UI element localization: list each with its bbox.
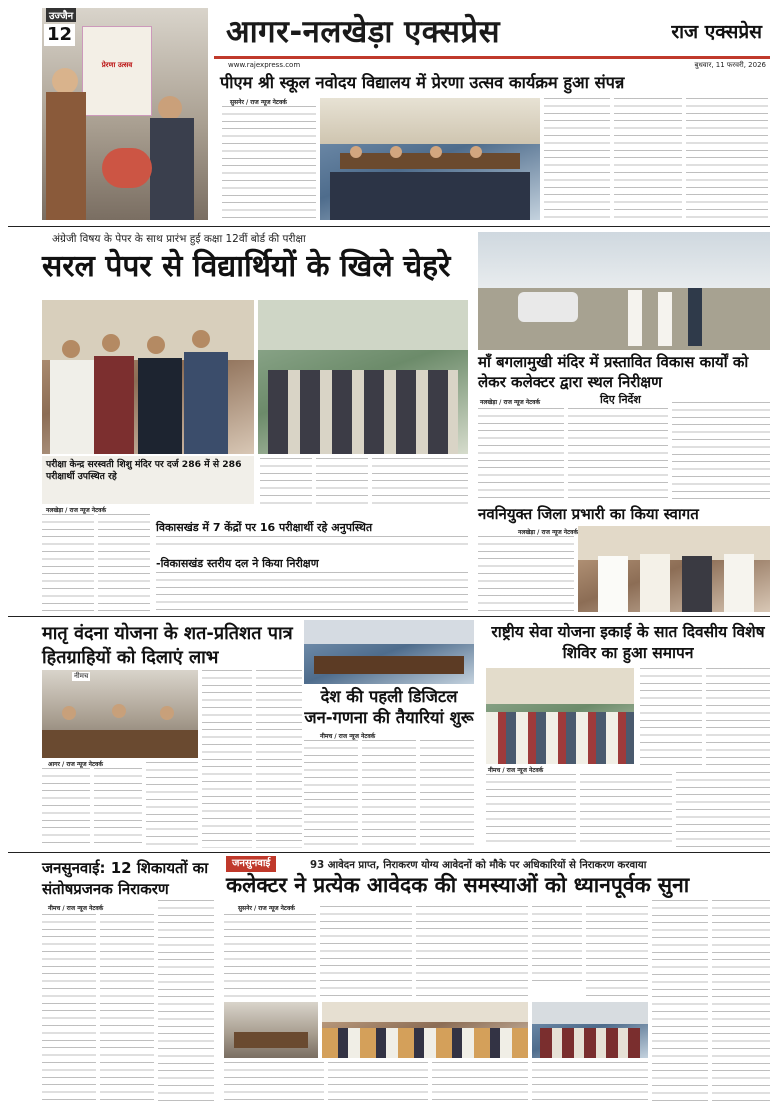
story4-welcome-photo — [578, 526, 770, 612]
story5-headline: मातृ वंदना योजना के शत-प्रतिशत पात्र हितग्राहियों को दिलाएं लाभ — [42, 623, 293, 668]
story8-text-col1 — [42, 914, 96, 1102]
story9-text-col1 — [224, 914, 316, 1000]
story3-sub: दिए निर्देश — [600, 393, 641, 406]
story7-text-col2 — [706, 668, 770, 768]
story2-students-photo-1 — [42, 300, 254, 454]
story9-headline: कलेक्टर ने प्रत्येक आवेदक की समस्याओं को ध्यानपूर्वक सुना — [226, 873, 690, 897]
story2-students-photo-2 — [258, 300, 468, 454]
story5-text-col2 — [94, 768, 142, 848]
story6-text-col3 — [420, 740, 474, 848]
story1-text-col2 — [544, 98, 610, 220]
story2-byline: नलखेड़ा / राज न्यूज नेटवर्क — [46, 507, 107, 514]
story8-headline: जनसुनवाई: 12 शिकायतों का संतोषप्रजनक निराकरण — [42, 859, 209, 898]
city-label: उज्जैन — [46, 8, 76, 22]
story9-text-col9 — [532, 1062, 648, 1102]
story2-text-col1 — [260, 458, 312, 510]
story3-byline: नलखेड़ा / राज न्यूज नेटवर्क — [480, 399, 541, 406]
story7-byline: नीमच / राज न्यूज नेटवर्क — [488, 767, 544, 774]
story8-text-col3 — [158, 900, 214, 1102]
story5-byline: आगर / राज न्यूज नेटवर्क — [48, 761, 103, 768]
story2-text-col2 — [316, 458, 368, 510]
story2-caption: परीक्षा केन्द्र सरस्वती शिशु मंदिर पर दर्ज 286 में से 286 परीक्षार्थी उपस्थित रहे — [46, 459, 242, 482]
story9-text-col6 — [432, 1062, 528, 1102]
story9-text-col4 — [224, 1062, 324, 1102]
story8-byline: नीमच / राज न्यूज नेटवर्क — [48, 905, 104, 912]
story2-box2-text — [156, 572, 468, 612]
story9-text-col3 — [416, 906, 528, 1000]
story3-text-col3 — [672, 402, 770, 504]
story9-tag: जनसुनवाई — [226, 856, 276, 872]
story1-headline: पीएम श्री स्कूल नवोदय विद्यालय में प्रेरणा उत्सव कार्यक्रम हुआ संपन्न — [220, 73, 625, 92]
story1-text-col1 — [222, 106, 316, 220]
story5-photo-tag: नीमच — [74, 672, 89, 680]
page-number: 12 — [44, 24, 75, 46]
story2-box1-title: विकासखंड में 7 केंद्रों पर 16 परीक्षार्थी रहे अनुपस्थित — [156, 521, 373, 534]
story4-headline: नवनियुक्त जिला प्रभारी का किया स्वागत — [478, 505, 699, 523]
story2-text-col5 — [98, 514, 150, 614]
story2-text-col4 — [42, 514, 94, 614]
story9-hall-photo-1 — [224, 1002, 318, 1058]
masthead-title: आगर-नलखेड़ा एक्सप्रेस — [226, 14, 501, 50]
story3-text-col1 — [478, 408, 564, 504]
story7-text-col5 — [676, 772, 770, 848]
story9-byline: सुसनेर / राज न्यूज नेटवर्क — [238, 905, 295, 912]
story5-text-col4 — [202, 670, 252, 848]
site-url: www.rajexpress.com — [228, 61, 301, 69]
issue-date: बुधवार, 11 फरवरी, 2026 — [694, 61, 766, 69]
banner-board — [82, 26, 152, 116]
divider — [8, 852, 770, 853]
brand-name: राज एक्सप्रेस — [671, 21, 762, 43]
story9-text-col7 — [532, 906, 582, 986]
story1-byline: सुसनेर / राज न्यूज नेटवर्क — [230, 99, 287, 106]
story4-text-col1 — [478, 536, 574, 612]
story6-text-col2 — [362, 740, 416, 848]
divider — [8, 226, 770, 227]
story7-text-col3 — [486, 774, 576, 848]
story9-hall-photo-3 — [532, 1002, 648, 1058]
story2-box2-title: -विकासखंड स्तरीय दल ने किया निरीक्षण — [156, 557, 319, 570]
story7-text-col4 — [580, 774, 672, 848]
story2-caption-box — [42, 456, 254, 504]
story9-text-col2 — [320, 906, 412, 1000]
banner-text: प्रेरणा उत्सव — [101, 61, 133, 69]
story5-text-col5 — [256, 670, 302, 848]
story1-classroom-photo — [320, 98, 540, 220]
story2-kicker: अंग्रेजी विषय के पेपर के साथ प्रारंभ हुई कक्षा 12वीं बोर्ड की परीक्षा — [52, 233, 306, 245]
story2-box1-text — [156, 536, 468, 550]
story9-text-col10 — [652, 900, 708, 1102]
story5-text-col1 — [42, 768, 90, 848]
story7-camp-photo — [486, 668, 634, 764]
story2-text-col3 — [372, 458, 468, 510]
divider — [8, 616, 770, 617]
story5-meeting-photo — [42, 670, 198, 758]
story6-headline: देश की पहली डिजिटल जन-गणना की तैयारियां शुरू — [304, 687, 474, 727]
story6-byline: नीमच / राज न्यूज नेटवर्क — [320, 733, 376, 740]
story6-text-col1 — [304, 740, 358, 848]
story9-kicker: 93 आवेदन प्राप्त, निराकरण योग्य आवेदनों को मौके पर अधिकारियों से निराकरण करवाया — [310, 860, 647, 871]
story9-text-col5 — [328, 1062, 428, 1102]
story9-text-col11 — [712, 900, 770, 1102]
story3-site-visit-photo — [478, 232, 770, 350]
story8-text-col2 — [100, 914, 154, 1102]
story3-text-col2 — [568, 408, 668, 504]
story4-byline: नलखेड़ा / राज न्यूज नेटवर्क — [518, 529, 579, 536]
story2-headline: सरल पेपर से विद्यार्थियों के खिले चेहरे — [42, 249, 451, 284]
story6-meeting-photo — [304, 620, 474, 684]
story1-text-col4 — [686, 98, 768, 220]
story7-headline: राष्ट्रीय सेवा योजना इकाई के सात दिवसीय विशेष शिविर का हुआ समापन — [491, 623, 765, 662]
story3-headline: माँ बगलामुखी मंदिर में प्रस्तावित विकास कार्यों को लेकर कलेक्टर द्वारा स्थल निरीक्षण — [478, 353, 749, 391]
story9-hall-photo-2 — [322, 1002, 528, 1058]
story7-text-col1 — [640, 668, 702, 768]
story1-text-col3 — [614, 98, 682, 220]
masthead-rule — [214, 56, 770, 59]
story5-text-col3 — [146, 762, 198, 848]
story9-text-col8 — [586, 906, 648, 998]
